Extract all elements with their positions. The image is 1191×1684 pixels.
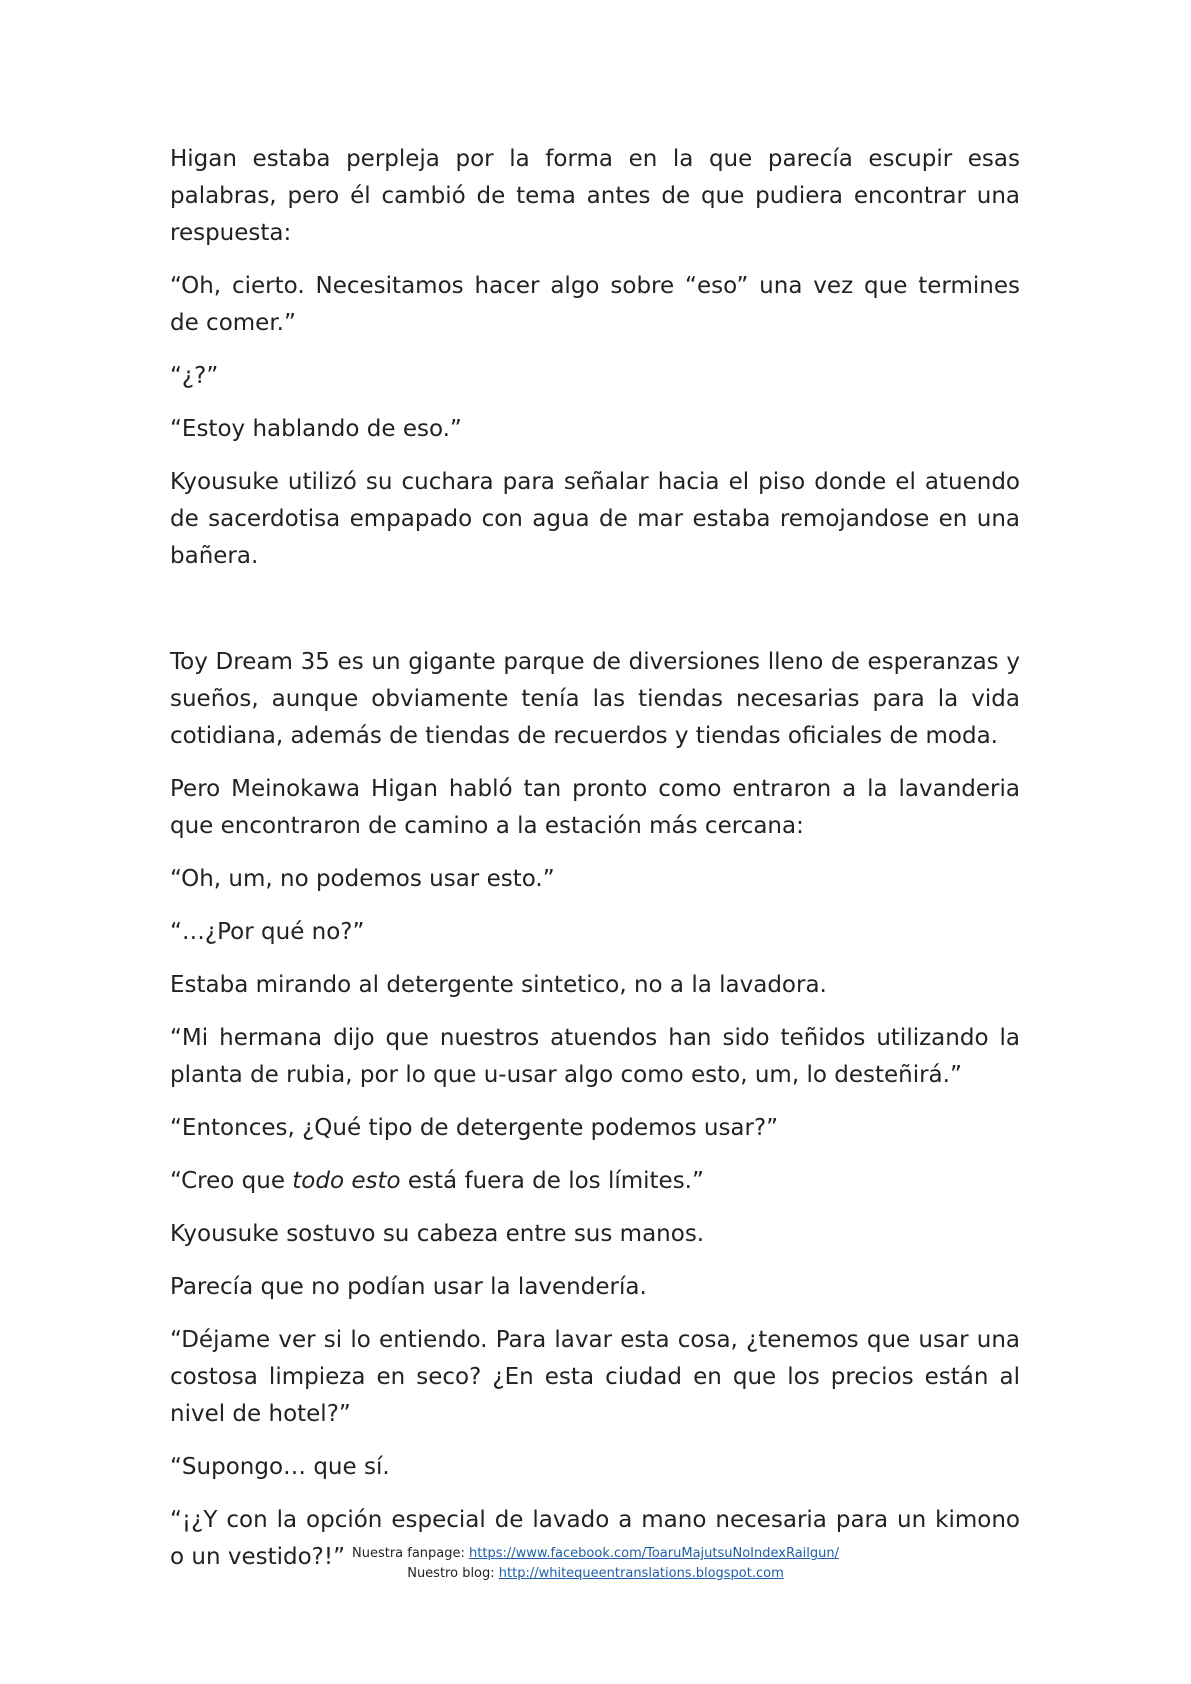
paragraph: “Supongo… que sí. bbox=[170, 1454, 390, 1480]
fanpage-link[interactable]: https://www.facebook.com/ToaruMajutsuNoIndexRailgun/ bbox=[469, 1546, 840, 1561]
paragraph: “Oh, um, no podemos usar esto.” bbox=[170, 866, 555, 892]
page-footer bbox=[0, 1544, 1191, 1584]
paragraph: Kyousuke sostuvo su cabeza entre sus manos. bbox=[170, 1221, 705, 1247]
paragraph: “¡¿Y con la opción especial de lavado a mano necesaria para un kimono o un vestido?!” bbox=[170, 1507, 1020, 1570]
paragraph-text-after: está fuera de los límites.” bbox=[400, 1168, 704, 1194]
paragraph: Higan estaba perpleja por la forma en la que parecía escupir esas palabras, pero él cambió de tema antes de que pudiera encontrar una respuesta: bbox=[170, 146, 1020, 246]
paragraph: Pero Meinokawa Higan habló tan pronto como entraron a la lavanderia que encontraron de camino a la estación más cercana: bbox=[170, 776, 1020, 839]
paragraph-with-italic bbox=[170, 1163, 1020, 1200]
paragraph-text-before: “Creo que bbox=[170, 1168, 293, 1194]
paragraph: “…¿Por qué no?” bbox=[170, 919, 365, 945]
story-text bbox=[170, 141, 1020, 1592]
blog-label: Nuestro blog: bbox=[407, 1566, 499, 1581]
paragraph: “Déjame ver si lo entiendo. Para lavar esta cosa, ¿tenemos que usar una costosa limpieza en seco? ¿En esta ciudad en que los precios están al nivel de hotel?” bbox=[170, 1327, 1020, 1427]
italic-emphasis: todo esto bbox=[292, 1168, 401, 1194]
paragraph: “Estoy hablando de eso.” bbox=[170, 416, 462, 442]
paragraph: “Mi hermana dijo que nuestros atuendos han sido teñidos utilizando la planta de rubia, por lo que u-usar algo como esto, um, lo desteñirá.” bbox=[170, 1025, 1020, 1088]
fanpage-line bbox=[0, 1544, 1191, 1564]
paragraph: Parecía que no podían usar la lavendería. bbox=[170, 1274, 647, 1300]
paragraph: Toy Dream 35 es un gigante parque de diversiones lleno de esperanzas y sueños, aunque obviamente tenía las tiendas necesarias para la vida cotidiana, además de tiendas de recuerdos y tiendas oficiales de moda. bbox=[170, 649, 1020, 749]
fanpage-label: Nuestra fanpage: bbox=[351, 1546, 470, 1561]
paragraph: “¿?” bbox=[170, 363, 219, 389]
blog-link[interactable]: http://whitequeentranslations.blogspot.com bbox=[498, 1566, 784, 1581]
paragraph: Kyousuke utilizó su cuchara para señalar hacia el piso donde el atuendo de sacerdotisa empapado con agua de mar estaba remojandose en una bañera. bbox=[170, 469, 1020, 569]
paragraph: Estaba mirando al detergente sintetico, no a la lavadora. bbox=[170, 972, 827, 998]
paragraph: “Entonces, ¿Qué tipo de detergente podemos usar?” bbox=[170, 1115, 779, 1141]
paragraph: “Oh, cierto. Necesitamos hacer algo sobre “eso” una vez que termines de comer.” bbox=[170, 273, 1020, 336]
blog-line bbox=[0, 1564, 1191, 1584]
